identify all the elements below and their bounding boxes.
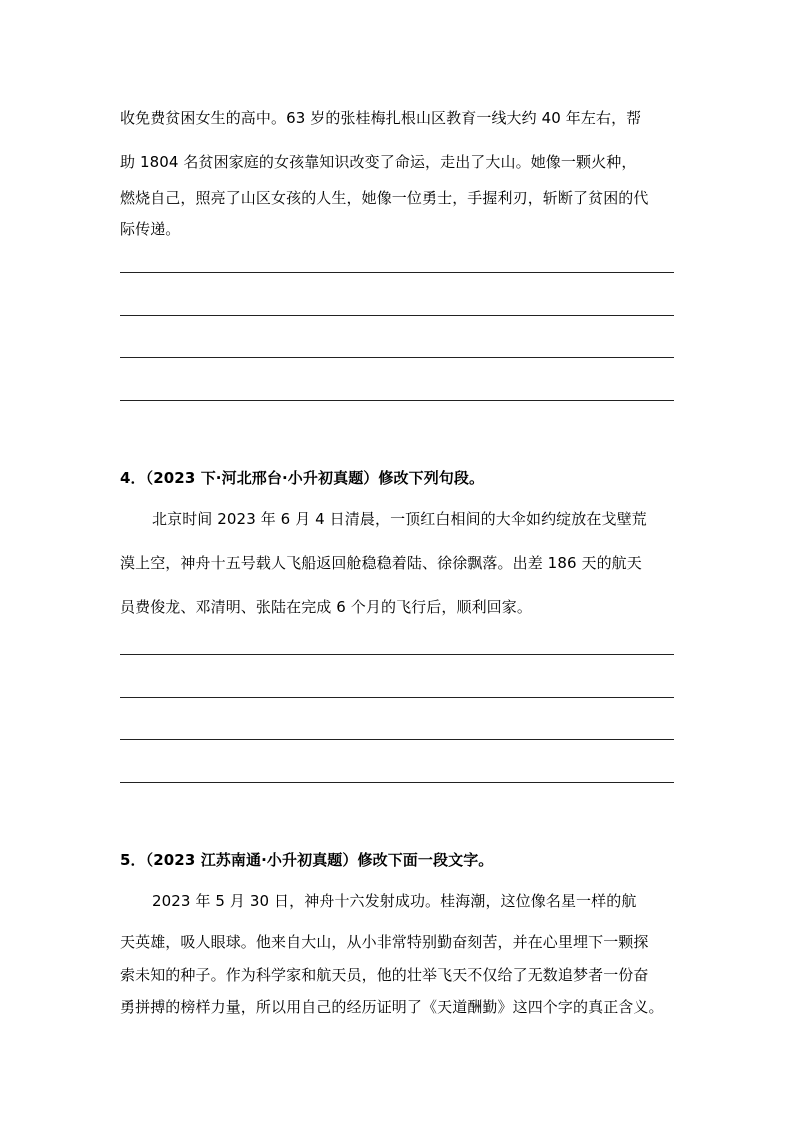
passage-line: 燃烧自己，照亮了山区女孩的人生，她像一位勇士，手握利刃，斩断了贫困的代 [120,189,649,207]
answer-line[interactable] [120,697,674,698]
question-5-line: 勇拼搏的榜样力量，所以用自己的经历证明了《天道酬勤》这四个字的真正含义。 [120,998,664,1016]
passage-line: 收免费贫困女生的高中。63 岁的张桂梅扎根山区教育一线大约 40 年左右，帮 [120,109,642,127]
question-4-heading: 4．（2023 下·河北邢台·小升初真题）修改下列句段。 [120,469,485,487]
answer-line[interactable] [120,739,674,740]
answer-line[interactable] [120,400,674,401]
question-5-heading: 5．（2023 江苏南通·小升初真题）修改下面一段文字。 [120,851,494,869]
question-4-line: 漠上空，神舟十五号载人飞船返回舱稳稳着陆、徐徐飘落。出差 186 天的航天 [120,554,642,572]
answer-line[interactable] [120,315,674,316]
answer-line[interactable] [120,782,674,783]
question-4-line: 北京时间 2023 年 6 月 4 日清晨，一顶红白相间的大伞如约绽放在戈壁荒 [152,510,647,528]
passage-line: 际传递。 [120,220,181,238]
question-5-line: 2023 年 5 月 30 日，神舟十六发射成功。桂海潮，这位像名星一样的航 [152,892,637,910]
answer-line[interactable] [120,272,674,273]
question-5-line: 天英雄，吸人眼球。他来自大山，从小非常特别勤奋刻苦，并在心里埋下一颗探 [120,933,649,951]
question-4-line: 员费俊龙、邓清明、张陆在完成 6 个月的飞行后，顺利回家。 [120,598,532,616]
answer-line[interactable] [120,654,674,655]
answer-line[interactable] [120,357,674,358]
question-5-line: 索未知的种子。作为科学家和航天员，他的壮举飞天不仅给了无数追梦者一份奋 [120,966,649,984]
passage-line: 助 1804 名贫困家庭的女孩靠知识改变了命运，走出了大山。她像一颗火种， [120,153,637,171]
